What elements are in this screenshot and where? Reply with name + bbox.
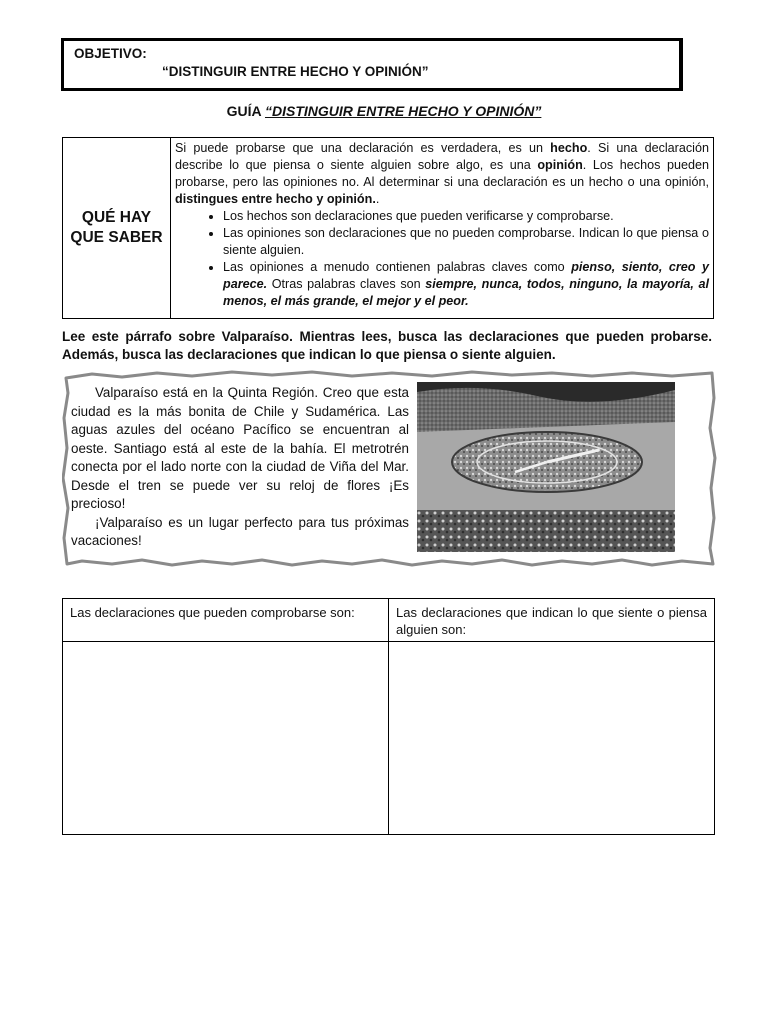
story-paragraph-2: ¡Valparaíso es un lugar perfecto para tus próximas vacaciones! [71, 514, 409, 548]
reading-instructions: Lee este párrafo sobre Valparaíso. Mientras lees, busca las declaraciones que pueden probarse. Además, busca las declaraciones que indican lo que piensa o siente alguien. [62, 329, 712, 362]
bullet3-text-a: Las opiniones a menudo contienen palabras claves como [223, 260, 572, 274]
what-to-know-table [62, 137, 714, 319]
list-item: • Las opiniones son declaraciones que no pueden comprobarse. Indican lo que piensa o siente alguien. [223, 225, 709, 259]
bullet3-text-b: Otras palabras claves son [267, 277, 426, 291]
facts-column-header: Las declaraciones que pueden comprobarse son: [63, 599, 389, 642]
guide-prefix: GUÍA [226, 103, 265, 119]
story-text [71, 384, 409, 551]
know-paragraph [175, 140, 709, 208]
what-to-know-content [175, 140, 709, 310]
opinions-answer-cell[interactable] [389, 642, 714, 834]
know-text-4: . [375, 192, 380, 206]
know-text-3: . Los hechos pueden probarse, pero las opiniones no. Al determinar si una declaración es un hecho o una opinión, [175, 158, 709, 189]
bullet3-keywords-2: siempre, nunca, todos, ninguno, la mayoría, al menos, el más grande, el mejor y el peor. [223, 277, 709, 308]
know-label-line2: QUE SABER [70, 229, 163, 246]
know-text-2: . Si una declaración describe lo que piensa o siente alguien sobre algo, es una [175, 141, 709, 172]
objective-label: OBJETIVO: [74, 46, 147, 61]
guide-title [0, 103, 768, 119]
what-to-know-label [63, 138, 171, 318]
flower-clock-photo [417, 382, 675, 552]
list-item: • Los hechos son declaraciones que pueden verificarse y comprobarse. [223, 208, 709, 225]
know-bold-distingues: distingues entre hecho y opinión. [175, 192, 376, 206]
answers-table [62, 598, 715, 835]
opinions-column-header: Las declaraciones que indican lo que siente o piensa alguien son: [389, 599, 714, 642]
know-bullet-list [175, 208, 709, 310]
guide-title-text: “DISTINGUIR ENTRE HECHO Y OPINIÓN” [264, 103, 542, 119]
know-bold-hecho: hecho [550, 141, 588, 155]
bullet3-keywords-1: pienso, siento, creo y parece. [223, 260, 709, 291]
story-box [62, 368, 718, 568]
know-bold-opinion: opinión [537, 158, 583, 172]
objective-box [61, 38, 683, 91]
know-text-1: Si puede probarse que una declaración es verdadera, es un [175, 141, 551, 155]
objective-text: “DISTINGUIR ENTRE HECHO Y OPINIÓN” [162, 64, 429, 79]
know-label-line1: QUÉ HAY [81, 209, 152, 226]
story-paragraph-1: Valparaíso está en la Quinta Región. Creo que esta ciudad es la más bonita de Chile y Sudamérica. Las aguas azules del océano Pacífico se encuentran al oeste. Santiago está al este de la bahía. El metrotrén conecta por el lado norte con la ciudad de Viña del Mar. Desde el tren se puede ver su reloj de flores ¡Es precioso! [71, 385, 409, 511]
facts-answer-cell[interactable] [63, 642, 389, 834]
list-item [223, 259, 709, 310]
